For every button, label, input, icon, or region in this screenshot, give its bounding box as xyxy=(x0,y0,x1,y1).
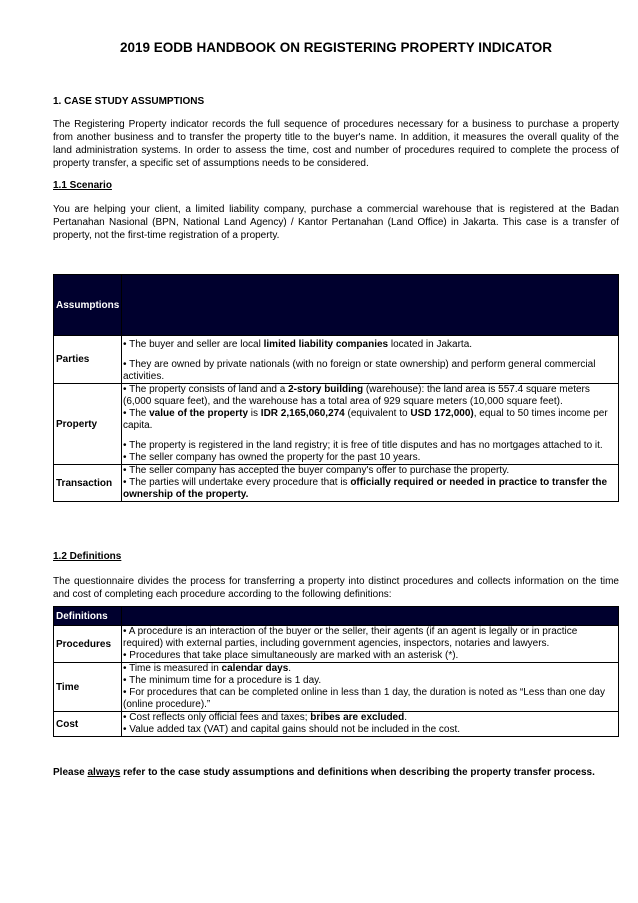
table-row xyxy=(54,384,619,465)
time-cell: • Time is measured in calendar days. • The minimum time for a procedure is 1 day. • For procedures that can be completed online in less than 1 day, the duration is noted as “Less than one day (online procedure).” xyxy=(122,663,619,712)
assumptions-header-fill xyxy=(122,275,619,336)
footer-note: Please always refer to the case study assumptions and definitions when describing the property transfer process. xyxy=(53,767,595,778)
row-label-property: Property xyxy=(54,384,122,465)
table-row xyxy=(54,712,619,737)
cost-cell: • Cost reflects only official fees and taxes; bribes are excluded. • Value added tax (VAT) and capital gains should not be included in the cost. xyxy=(122,712,619,737)
definitions-header: Definitions xyxy=(54,607,122,626)
definitions-header-fill xyxy=(122,607,619,626)
property-cell: • The property consists of land and a 2-story building (warehouse): the land area is 557.4 square meters (6,000 square feet), and the warehouse has a total area of 929 square meters (10,000 square feet). • The value of the property is IDR 2,165,060,274 (equivalent to USD 172,000), equal to 50 times income per capita. • The property is registered in the land registry; it is free of title disputes and has no mortgages attached to it. • The seller company has owned the property for the past 10 years. xyxy=(122,384,619,465)
definitions-paragraph: The questionnaire divides the process for transferring a property into distinct procedures and collects information on the time and cost of completing each procedure according to the following definitions: xyxy=(53,576,619,600)
table-row xyxy=(54,626,619,663)
procedures-cell: • A procedure is an interaction of the buyer or the seller, their agents (if an agent is legally or in practice required) with external parties, including government agencies, inspectors, notaries and lawyers. • Procedures that take place simultaneously are marked with an asterisk (*). xyxy=(122,626,619,663)
parties-cell: • The buyer and seller are local limited liability companies located in Jakarta. • They are owned by private nationals (with no foreign or state ownership) and perform general commercial activities. xyxy=(122,336,619,384)
assumptions-table xyxy=(53,274,619,502)
definitions-table xyxy=(53,606,619,737)
scenario-heading: 1.1 Scenario xyxy=(53,180,112,191)
row-label-procedures: Procedures xyxy=(54,626,122,663)
row-label-cost: Cost xyxy=(54,712,122,737)
section-heading-case-study: 1. CASE STUDY ASSUMPTIONS xyxy=(53,96,205,107)
table-row xyxy=(54,465,619,502)
transaction-cell: • The seller company has accepted the buyer company's offer to purchase the property. • The parties will undertake every procedure that is officially required or needed in practice to transfer the ownership of the property. xyxy=(122,465,619,502)
row-label-time: Time xyxy=(54,663,122,712)
table-row xyxy=(54,336,619,384)
page-title: 2019 EODB HANDBOOK ON REGISTERING PROPERTY INDICATOR xyxy=(119,40,553,55)
table-row xyxy=(54,663,619,712)
definitions-heading: 1.2 Definitions xyxy=(53,551,122,562)
intro-paragraph: The Registering Property indicator records the full sequence of procedures necessary for a business to purchase a property from another business and to transfer the property title to the buyer's name. In addition, it measures the overall quality of the land administration systems. In order to assess the time, cost and number of procedures required to complete the process of property transfer, a specific set of assumptions needs to be considered. xyxy=(53,119,619,169)
row-label-parties: Parties xyxy=(54,336,122,384)
assumptions-header: Assumptions xyxy=(54,275,122,336)
row-label-transaction: Transaction xyxy=(54,465,122,502)
scenario-paragraph: You are helping your client, a limited liability company, purchase a commercial warehouse that is registered at the Badan Pertanahan Nasional (BPN, National Land Agency) / Kantor Pertanahan (Land Office) in Jakarta. This case is a transfer of property, not the first-time registration of a property. xyxy=(53,204,619,241)
